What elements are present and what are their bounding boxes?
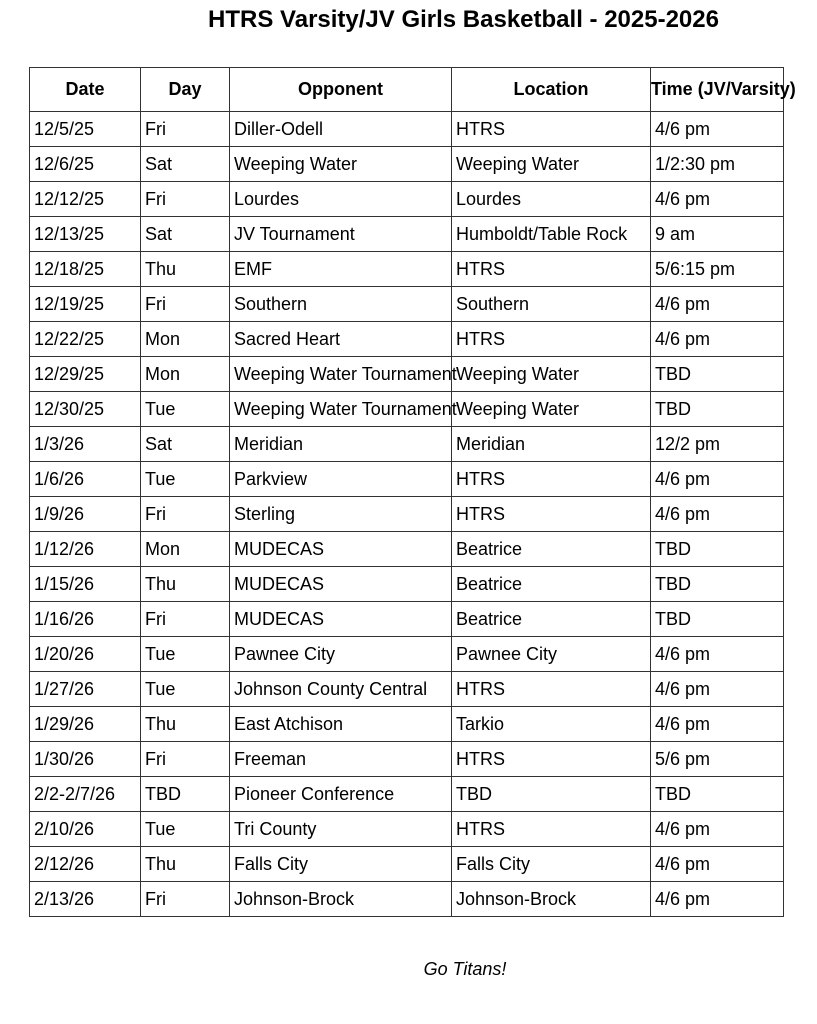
table-row <box>30 357 784 392</box>
location-cell: HTRS <box>452 252 651 287</box>
day-cell: Thu <box>141 252 230 287</box>
opponent-cell: MUDECAS <box>230 602 452 637</box>
schedule-table <box>29 67 796 917</box>
location-cell: Beatrice <box>452 567 651 602</box>
date-cell: 1/12/26 <box>30 532 141 567</box>
time-cell: TBD <box>651 567 784 602</box>
header-row <box>30 68 784 112</box>
location-cell: Meridian <box>452 427 651 462</box>
opponent-cell: Southern <box>230 287 452 322</box>
date-cell: 12/19/25 <box>30 287 141 322</box>
time-cell: TBD <box>651 357 784 392</box>
table-row <box>30 462 784 497</box>
day-cell: Tue <box>141 462 230 497</box>
day-cell: Sat <box>141 427 230 462</box>
location-cell: Weeping Water <box>452 147 651 182</box>
time-cell: 4/6 pm <box>651 497 784 532</box>
date-cell: 1/3/26 <box>30 427 141 462</box>
opponent-cell: MUDECAS <box>230 532 452 567</box>
day-cell: Fri <box>141 602 230 637</box>
location-cell: HTRS <box>452 497 651 532</box>
date-cell: 1/20/26 <box>30 637 141 672</box>
location-cell: HTRS <box>452 462 651 497</box>
opponent-cell: EMF <box>230 252 452 287</box>
time-cell: TBD <box>651 602 784 637</box>
column-header-day: Day <box>141 68 230 112</box>
date-cell: 2/12/26 <box>30 847 141 882</box>
day-cell: Fri <box>141 287 230 322</box>
date-cell: 2/10/26 <box>30 812 141 847</box>
day-cell: Sat <box>141 217 230 252</box>
time-cell: 5/6:15 pm <box>651 252 784 287</box>
date-cell: 1/27/26 <box>30 672 141 707</box>
time-cell: TBD <box>651 532 784 567</box>
day-cell: Fri <box>141 182 230 217</box>
opponent-cell: Lourdes <box>230 182 452 217</box>
date-cell: 1/15/26 <box>30 567 141 602</box>
location-cell: Beatrice <box>452 602 651 637</box>
date-cell: 1/29/26 <box>30 707 141 742</box>
opponent-cell: Meridian <box>230 427 452 462</box>
opponent-cell: Tri County <box>230 812 452 847</box>
day-cell: Mon <box>141 322 230 357</box>
time-cell: 4/6 pm <box>651 707 784 742</box>
date-cell: 1/6/26 <box>30 462 141 497</box>
column-header-time: Time (JV/Varsity) <box>651 68 784 112</box>
time-cell: 4/6 pm <box>651 462 784 497</box>
date-cell: 12/12/25 <box>30 182 141 217</box>
footer-text: Go Titans! <box>423 959 507 979</box>
location-cell: HTRS <box>452 742 651 777</box>
opponent-cell: Sacred Heart <box>230 322 452 357</box>
opponent-cell: Weeping Water Tournament <box>230 357 452 392</box>
opponent-cell: Weeping Water Tournament <box>230 392 452 427</box>
table-row <box>30 742 784 777</box>
location-cell: Southern <box>452 287 651 322</box>
time-cell: 4/6 pm <box>651 182 784 217</box>
location-cell: HTRS <box>452 322 651 357</box>
date-cell: 2/2-2/7/26 <box>30 777 141 812</box>
column-header-date: Date <box>30 68 141 112</box>
time-cell: 1/2:30 pm <box>651 147 784 182</box>
time-cell: 4/6 pm <box>651 287 784 322</box>
date-cell: 12/5/25 <box>30 112 141 147</box>
table-row <box>30 602 784 637</box>
location-cell: Lourdes <box>452 182 651 217</box>
day-cell: Tue <box>141 637 230 672</box>
date-cell: 2/13/26 <box>30 882 141 917</box>
time-cell: 4/6 pm <box>651 847 784 882</box>
opponent-cell: Johnson-Brock <box>230 882 452 917</box>
opponent-cell: JV Tournament <box>230 217 452 252</box>
opponent-cell: MUDECAS <box>230 567 452 602</box>
time-cell: 5/6 pm <box>651 742 784 777</box>
location-cell: HTRS <box>452 812 651 847</box>
time-cell: 4/6 pm <box>651 672 784 707</box>
table-row <box>30 707 784 742</box>
opponent-cell: Pioneer Conference <box>230 777 452 812</box>
date-cell: 1/16/26 <box>30 602 141 637</box>
time-cell: 4/6 pm <box>651 322 784 357</box>
table-row <box>30 812 784 847</box>
time-cell: TBD <box>651 777 784 812</box>
location-cell: Humboldt/Table Rock <box>452 217 651 252</box>
table-row <box>30 322 784 357</box>
table-row <box>30 287 784 322</box>
date-cell: 12/22/25 <box>30 322 141 357</box>
date-cell: 12/29/25 <box>30 357 141 392</box>
day-cell: Sat <box>141 147 230 182</box>
opponent-cell: Johnson County Central <box>230 672 452 707</box>
opponent-cell: Falls City <box>230 847 452 882</box>
opponent-cell: East Atchison <box>230 707 452 742</box>
day-cell: Mon <box>141 357 230 392</box>
table-row <box>30 532 784 567</box>
table-row <box>30 672 784 707</box>
location-cell: Tarkio <box>452 707 651 742</box>
day-cell: Fri <box>141 497 230 532</box>
date-cell: 1/9/26 <box>30 497 141 532</box>
table-row <box>30 252 784 287</box>
day-cell: Mon <box>141 532 230 567</box>
opponent-cell: Sterling <box>230 497 452 532</box>
day-cell: Thu <box>141 567 230 602</box>
time-cell: 4/6 pm <box>651 112 784 147</box>
column-header-location: Location <box>452 68 651 112</box>
time-cell: 4/6 pm <box>651 637 784 672</box>
table-row <box>30 147 784 182</box>
location-cell: Pawnee City <box>452 637 651 672</box>
day-cell: Fri <box>141 112 230 147</box>
table-row <box>30 182 784 217</box>
page-title: HTRS Varsity/JV Girls Basketball - 2025-2026 <box>208 6 719 33</box>
time-cell: 9 am <box>651 217 784 252</box>
table-row <box>30 392 784 427</box>
table-row <box>30 112 784 147</box>
table-row <box>30 497 784 532</box>
day-cell: Fri <box>141 882 230 917</box>
table-row <box>30 217 784 252</box>
opponent-cell: Parkview <box>230 462 452 497</box>
table-row <box>30 777 784 812</box>
time-cell: TBD <box>651 392 784 427</box>
table-row <box>30 847 784 882</box>
table-row <box>30 882 784 917</box>
location-cell: Weeping Water <box>452 357 651 392</box>
time-cell: 4/6 pm <box>651 812 784 847</box>
column-header-opponent: Opponent <box>230 68 452 112</box>
opponent-cell: Diller-Odell <box>230 112 452 147</box>
date-cell: 12/13/25 <box>30 217 141 252</box>
date-cell: 12/18/25 <box>30 252 141 287</box>
day-cell: Thu <box>141 707 230 742</box>
opponent-cell: Freeman <box>230 742 452 777</box>
time-cell: 12/2 pm <box>651 427 784 462</box>
day-cell: TBD <box>141 777 230 812</box>
location-cell: Weeping Water <box>452 392 651 427</box>
date-cell: 12/30/25 <box>30 392 141 427</box>
location-cell: HTRS <box>452 672 651 707</box>
opponent-cell: Pawnee City <box>230 637 452 672</box>
table-row <box>30 567 784 602</box>
day-cell: Fri <box>141 742 230 777</box>
day-cell: Tue <box>141 392 230 427</box>
opponent-cell: Weeping Water <box>230 147 452 182</box>
date-cell: 12/6/25 <box>30 147 141 182</box>
date-cell: 1/30/26 <box>30 742 141 777</box>
day-cell: Tue <box>141 812 230 847</box>
time-cell: 4/6 pm <box>651 882 784 917</box>
table-row <box>30 427 784 462</box>
location-cell: Johnson-Brock <box>452 882 651 917</box>
location-cell: TBD <box>452 777 651 812</box>
location-cell: HTRS <box>452 112 651 147</box>
day-cell: Thu <box>141 847 230 882</box>
table-row <box>30 637 784 672</box>
location-cell: Beatrice <box>452 532 651 567</box>
location-cell: Falls City <box>452 847 651 882</box>
day-cell: Tue <box>141 672 230 707</box>
